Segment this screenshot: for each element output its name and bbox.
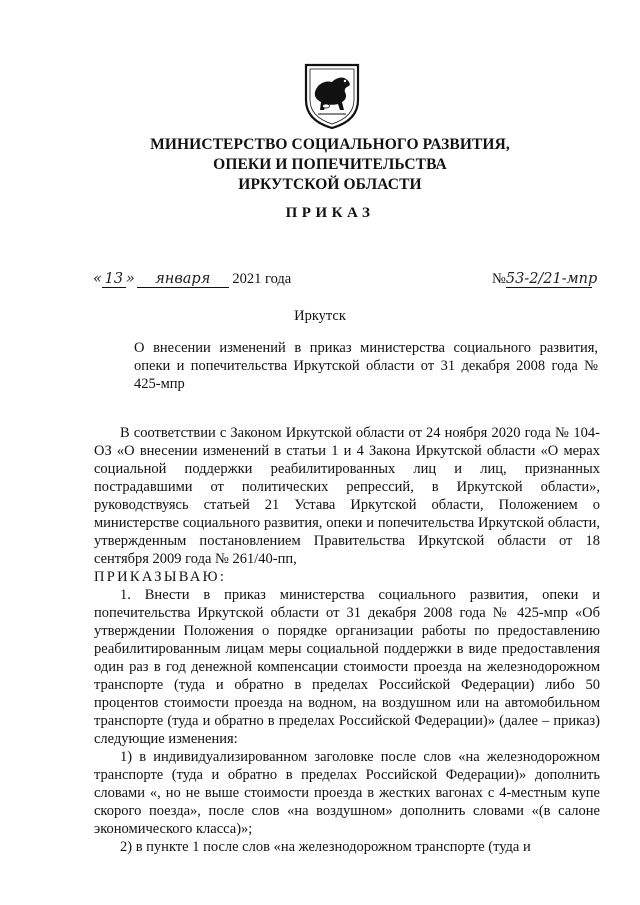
ministry-line-1: МИНИСТЕРСТВО СОЦИАЛЬНОГО РАЗВИТИЯ, [150,136,510,153]
order-subject: О внесении изменений в приказ министерства социального развития, опеки и попечительства Иркутской области от 31 декабря 2008 года № 425-мпр [134,340,598,392]
order-date [93,271,291,288]
ministry-line-2: ОПЕКИ И ПОПЕЧИТЕЛЬСТВА [213,156,447,173]
preamble-paragraph: В соответствии с Законом Иркутской области от 24 ноября 2020 года № 104-ОЗ «О внесении изменений в статьи 1 и 4 Закона Иркутской области «О мерах социальной поддержки реабилитированных лиц и лиц, признанных пострадавшими от политических репрессий, в Иркутской области», руководствуясь статьей 21 Устава Иркутской области, Положением о министерстве социального развития, опеки и попечительства Иркутской области, утвержденным постановлением Правительства Иркутской области от 18 сентября 2009 года № 261/40-пп, [94,425,600,567]
order-number [492,271,598,288]
date-close-quote: » [125,271,135,287]
document-type-title: ПРИКАЗ [285,205,375,221]
item-1-paragraph: 1. Внести в приказ министерства социального развития, опеки и попечительства Иркутской области от 31 декабря 2008 года № 425-мпр «Об утверждении Положения о порядке организации работы по предоставлению реабилитированным лицам меры социальной поддержки в виде предоставления один раз в год денежной компенсации стоимости проезда на железнодорожном транспорте (туда и обратно в пределах Российской Федерации) либо 50 процентов стоимости проезда на водном, на воздушном или на автомобильном транспорте (туда и обратно в пределах Российской Федерации)» (далее – приказ) следующие изменения: [94,587,600,747]
date-day: 13 [102,271,126,288]
ministry-line-3: ИРКУТСКОЙ ОБЛАСТИ [238,176,422,193]
ministry-name [140,135,520,195]
date-month: января [137,271,229,288]
decree-word: ПРИКАЗЫВАЮ: [94,569,227,585]
item-1-subitem-2: 2) в пункте 1 после слов «на железнодорожном транспорте (туда и [120,839,531,855]
number-sign: № [492,271,506,287]
item-1-subitem-1: 1) в индивидуализированном заголовке после слов «на железнодорожном транспорте (туда и обратно в пределах Российской Федерации)» дополнить словами «, но не выше стоимости проезда в жестких вагонах с 4-местным купе скорого поезда», после слов «на воздушном» дополнить словами «(в салоне экономического класса)»; [94,749,600,837]
date-year: 2021 года [232,271,292,287]
city-name: Иркутск [294,308,346,324]
number-value: 53-2/21-мпр [505,271,598,287]
order-body [94,424,600,856]
date-open-quote: « [93,271,102,287]
coat-of-arms-icon [302,62,362,130]
